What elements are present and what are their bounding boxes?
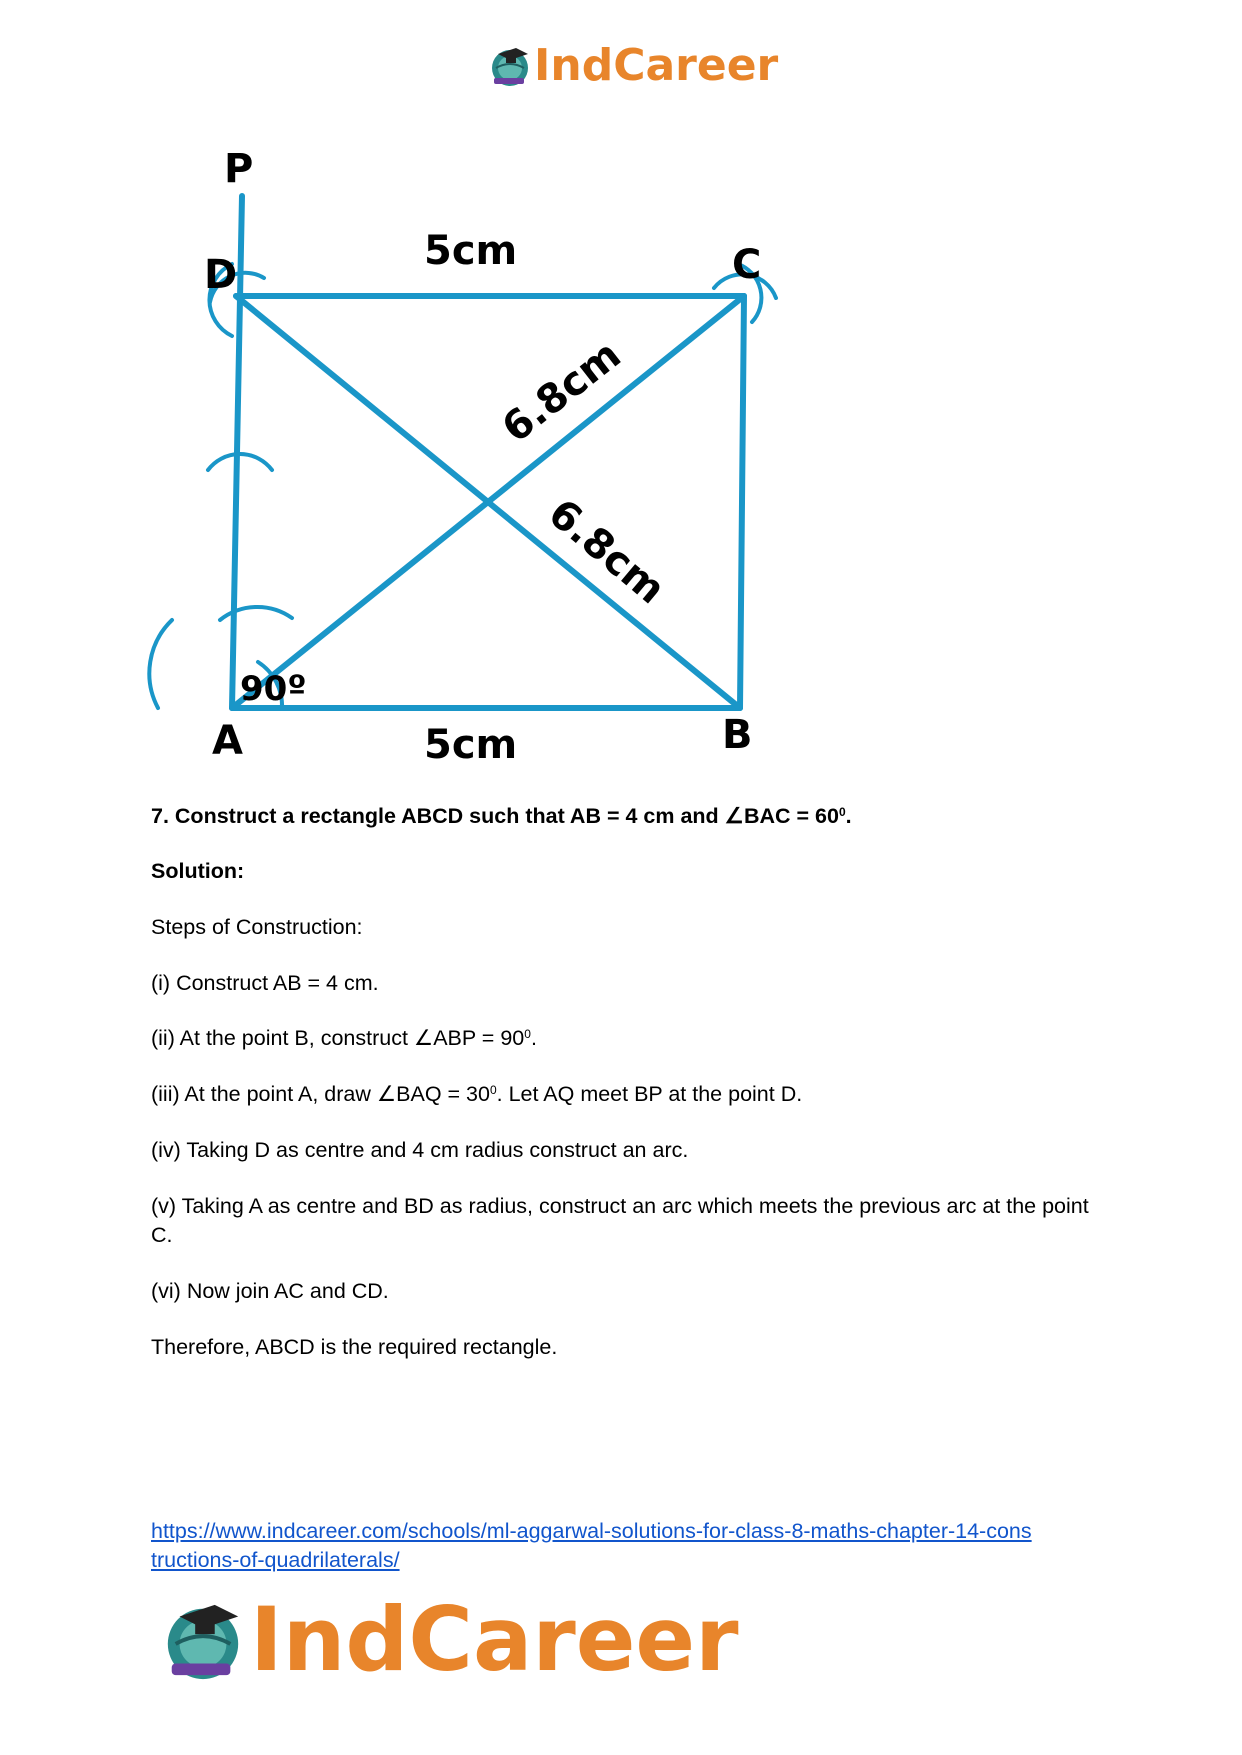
step-2: (ii) At the point B, construct ∠ABP = $90^0$. [151, 1026, 537, 1050]
step-4: (iv) Taking D as centre and 4 cm radius construct an arc. [151, 1138, 689, 1162]
step-1: (i) Construct AB = 4 cm. [151, 971, 379, 995]
angle-symbol: ∠ [376, 1082, 397, 1106]
label-b: B [722, 712, 753, 758]
header-logo [488, 40, 778, 92]
label-angle-90: 90º [240, 669, 307, 709]
steps-heading: Steps of Construction: [151, 915, 363, 939]
angle-symbol: ∠ [413, 1026, 434, 1050]
label-top-side: 5cm [424, 228, 518, 274]
step-5: (v) Taking A as centre and BD as radius, construct an arc which meets the previous arc at the point C. [151, 1194, 1089, 1247]
logo-wordmark: IndCareer [534, 40, 779, 91]
label-bottom-side: 5cm [424, 722, 518, 760]
side-bc [740, 296, 744, 708]
step-3: (iii) At the point A, draw ∠BAQ = $30^0$. Let AQ meet BP at the point D. [151, 1082, 803, 1106]
conclusion-text: Therefore, ABCD is the required rectangle. [151, 1335, 558, 1359]
step-6: (vi) Now join AC and CD. [151, 1279, 389, 1303]
label-c: C [732, 242, 762, 288]
angle-symbol: ∠ [724, 804, 744, 828]
logo-wordmark: IndCareer [250, 1588, 739, 1691]
label-a: A [212, 718, 243, 760]
footer-logo [160, 1590, 739, 1690]
graduate-globe-icon [488, 44, 532, 88]
arc-ad-mark [208, 454, 272, 470]
rectangle-construction-figure [140, 140, 780, 760]
label-d: D [204, 252, 238, 298]
label-diagonal-ac: 6.8cm [493, 331, 630, 452]
label-p: P [224, 146, 254, 192]
graduate-globe-icon [160, 1597, 246, 1683]
arc-a-large [149, 620, 172, 708]
source-link[interactable]: https://www.indcareer.com/schools/ml-aggarwal-solutions-for-class-8-maths-chapter-14-cons tructions-of-quadrilaterals/ [151, 1519, 1032, 1572]
label-diagonal-bd: 6.8cm [539, 490, 674, 614]
solution-label: Solution: [151, 859, 245, 883]
question-text: 7. Construct a rectangle ABCD such that AB = 4 cm and ∠BAC = $60^0$. [151, 804, 852, 828]
